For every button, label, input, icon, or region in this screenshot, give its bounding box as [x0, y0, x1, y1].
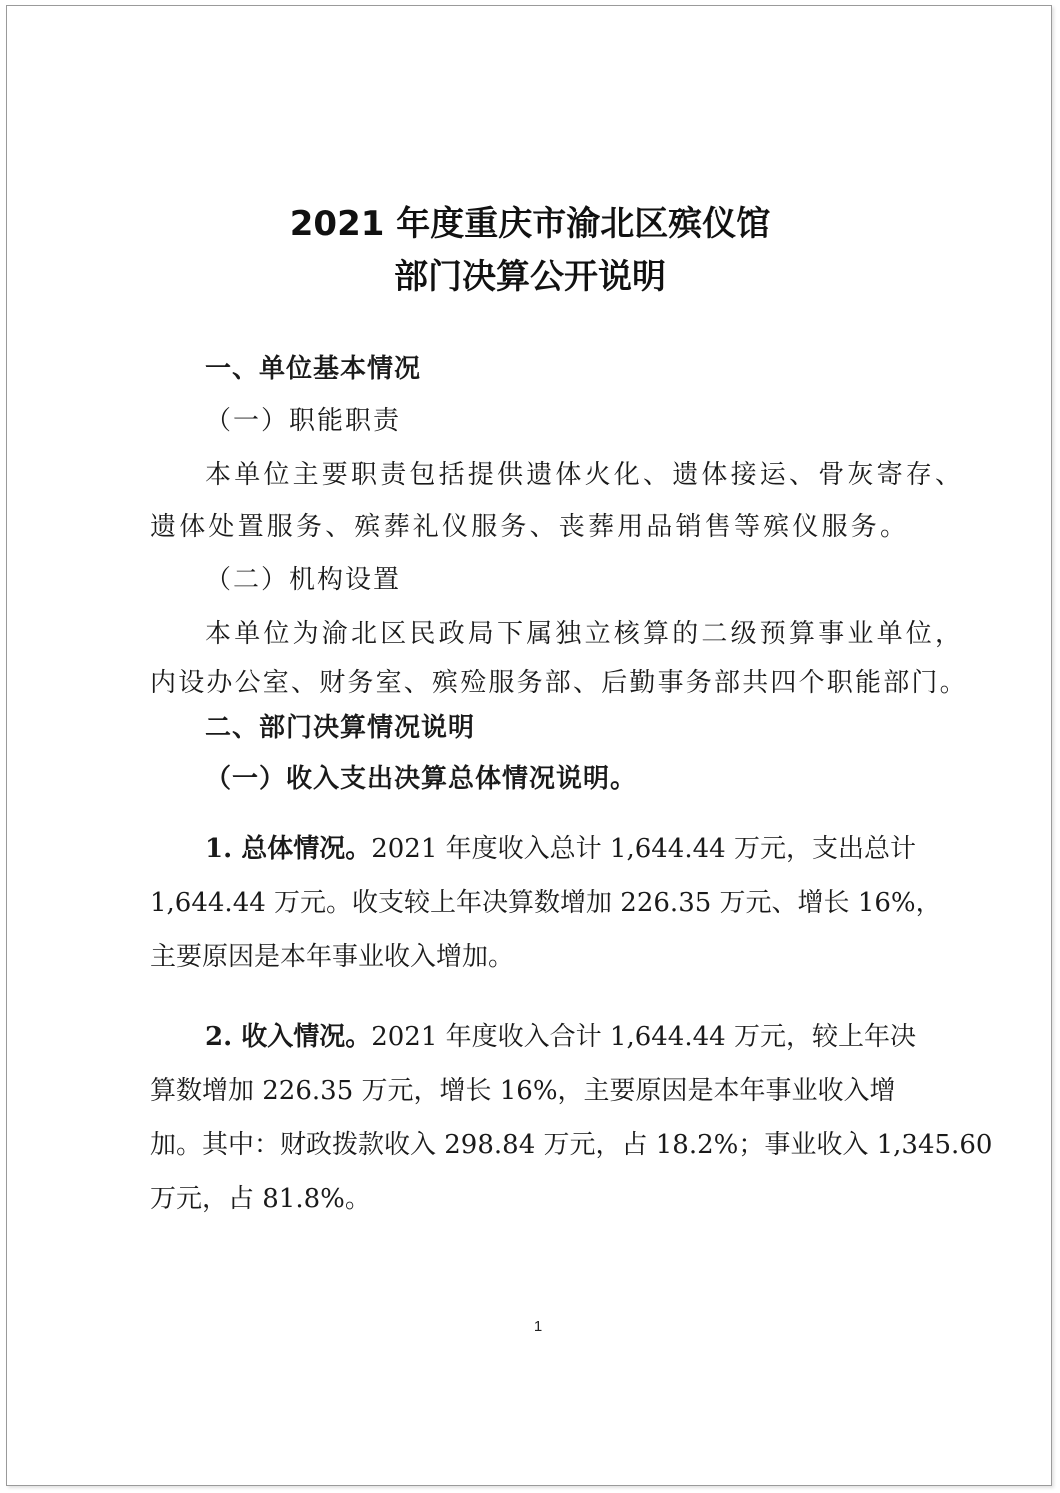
section1-sub2-heading: （二）机构设置: [205, 565, 402, 595]
para1-line1: [205, 832, 985, 866]
section1-sub1-text-line1: 本单位主要职责包括提供遗体火化、遗体接运、骨灰寄存、: [205, 460, 965, 490]
section2-sub1-heading: （一）收入支出决算总体情况说明。: [205, 764, 638, 794]
section1-sub2-text-line2: 内设办公室、财务室、殡殓服务部、后勤事务部共四个职能部门。: [150, 668, 968, 698]
para1-line3: 主要原因是本年事业收入增加。: [150, 942, 515, 972]
document-title-line2: 部门决算公开说明: [394, 257, 666, 297]
para2-line3: 加。其中：财政拨款收入 298.84 万元，占 18.2%；事业收入 1,345.60: [150, 1130, 993, 1160]
section2-heading: 二、部门决算情况说明: [205, 713, 476, 743]
para1-label: 1. 总体情况。: [205, 834, 372, 864]
page-number: 1: [533, 1318, 543, 1335]
para2-line1: [205, 1020, 985, 1054]
para1-line2: 1,644.44 万元。收支较上年决算数增加 226.35 万元、增长 16%，: [150, 888, 942, 918]
para1-text: 2021 年度收入总计 1,644.44 万元，支出总计: [371, 834, 916, 864]
para2-line2: 算数增加 226.35 万元，增长 16%，主要原因是本年事业收入增: [150, 1076, 896, 1106]
para2-line4: 万元，占 81.8%。: [150, 1184, 371, 1214]
section1-sub1-text-line2: 遗体处置服务、殡葬礼仪服务、丧葬用品销售等殡仪服务。: [150, 512, 910, 542]
para2-text: 2021 年度收入合计 1,644.44 万元，较上年决: [371, 1022, 916, 1052]
section1-heading: 一、单位基本情况: [205, 354, 422, 384]
para2-label: 2. 收入情况。: [205, 1022, 372, 1052]
section1-sub2-text-line1: 本单位为渝北区民政局下属独立核算的二级预算事业单位，: [205, 619, 965, 649]
document-title-line1: 2021 年度重庆市渝北区殡仪馆: [289, 204, 771, 244]
section1-sub1-heading: （一）职能职责: [205, 406, 402, 436]
